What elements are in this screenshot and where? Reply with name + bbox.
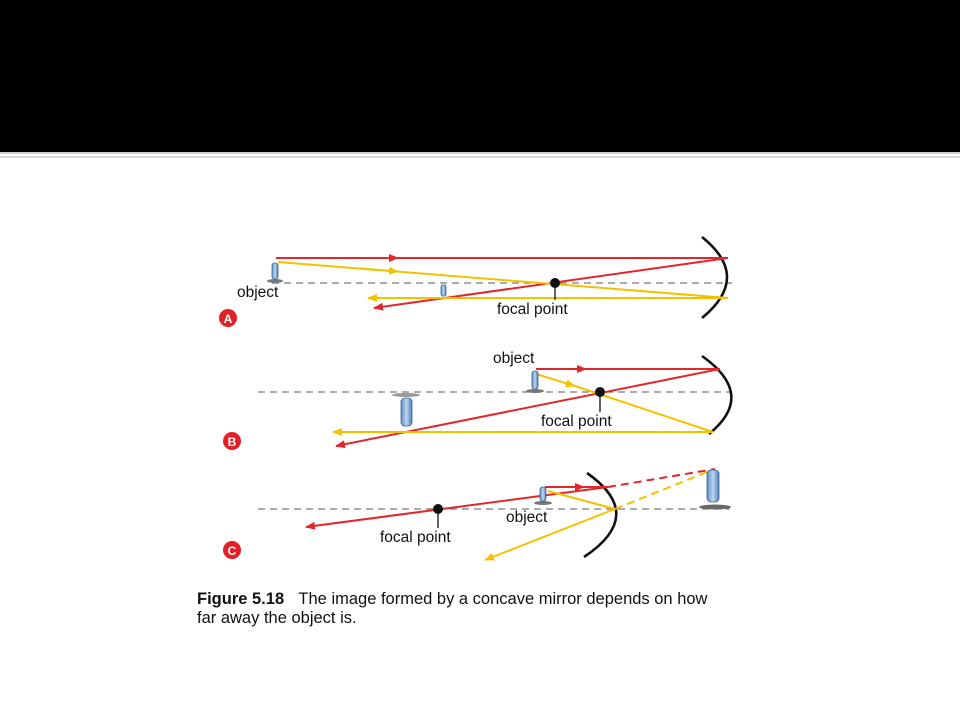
object-label: object: [237, 284, 279, 301]
ray-yellow-reflected: [485, 509, 615, 560]
figure-number: Figure 5.18: [197, 590, 285, 608]
concave-mirror: [702, 237, 727, 318]
ray-red-virtual: [608, 469, 715, 487]
concave-mirror: [702, 356, 731, 434]
focal-point-dot: [595, 387, 605, 397]
ray-yellow-incident-1: [536, 374, 575, 386]
object-icon: [526, 371, 544, 393]
focal-point-label: focal point: [497, 301, 568, 318]
caption-text: The image formed by a concave mirror depends on how far away the object is.: [197, 590, 708, 627]
badge-label: B: [227, 435, 237, 449]
focal-point-label: focal point: [380, 529, 451, 546]
badge-label: A: [223, 312, 233, 326]
focal-point-dot: [433, 504, 443, 514]
image-icon: [441, 285, 446, 296]
ray-yellow-virtual: [615, 470, 712, 509]
focal-point-dot: [550, 278, 560, 288]
object-label: object: [506, 509, 548, 526]
ray-red-reflected: [306, 487, 608, 527]
panel-b: [223, 350, 732, 450]
badge-label: C: [227, 544, 237, 558]
object-icon: [267, 263, 283, 283]
object-label: object: [493, 350, 535, 367]
ray-yellow-incident: [548, 491, 615, 509]
image-icon: [392, 393, 420, 426]
focal-point-label: focal point: [541, 413, 612, 430]
ray-red-reflected: [336, 369, 720, 446]
panel-a: [219, 237, 732, 327]
image-icon: [699, 470, 731, 510]
panel-c: [223, 469, 731, 560]
figure-caption: [197, 590, 717, 628]
